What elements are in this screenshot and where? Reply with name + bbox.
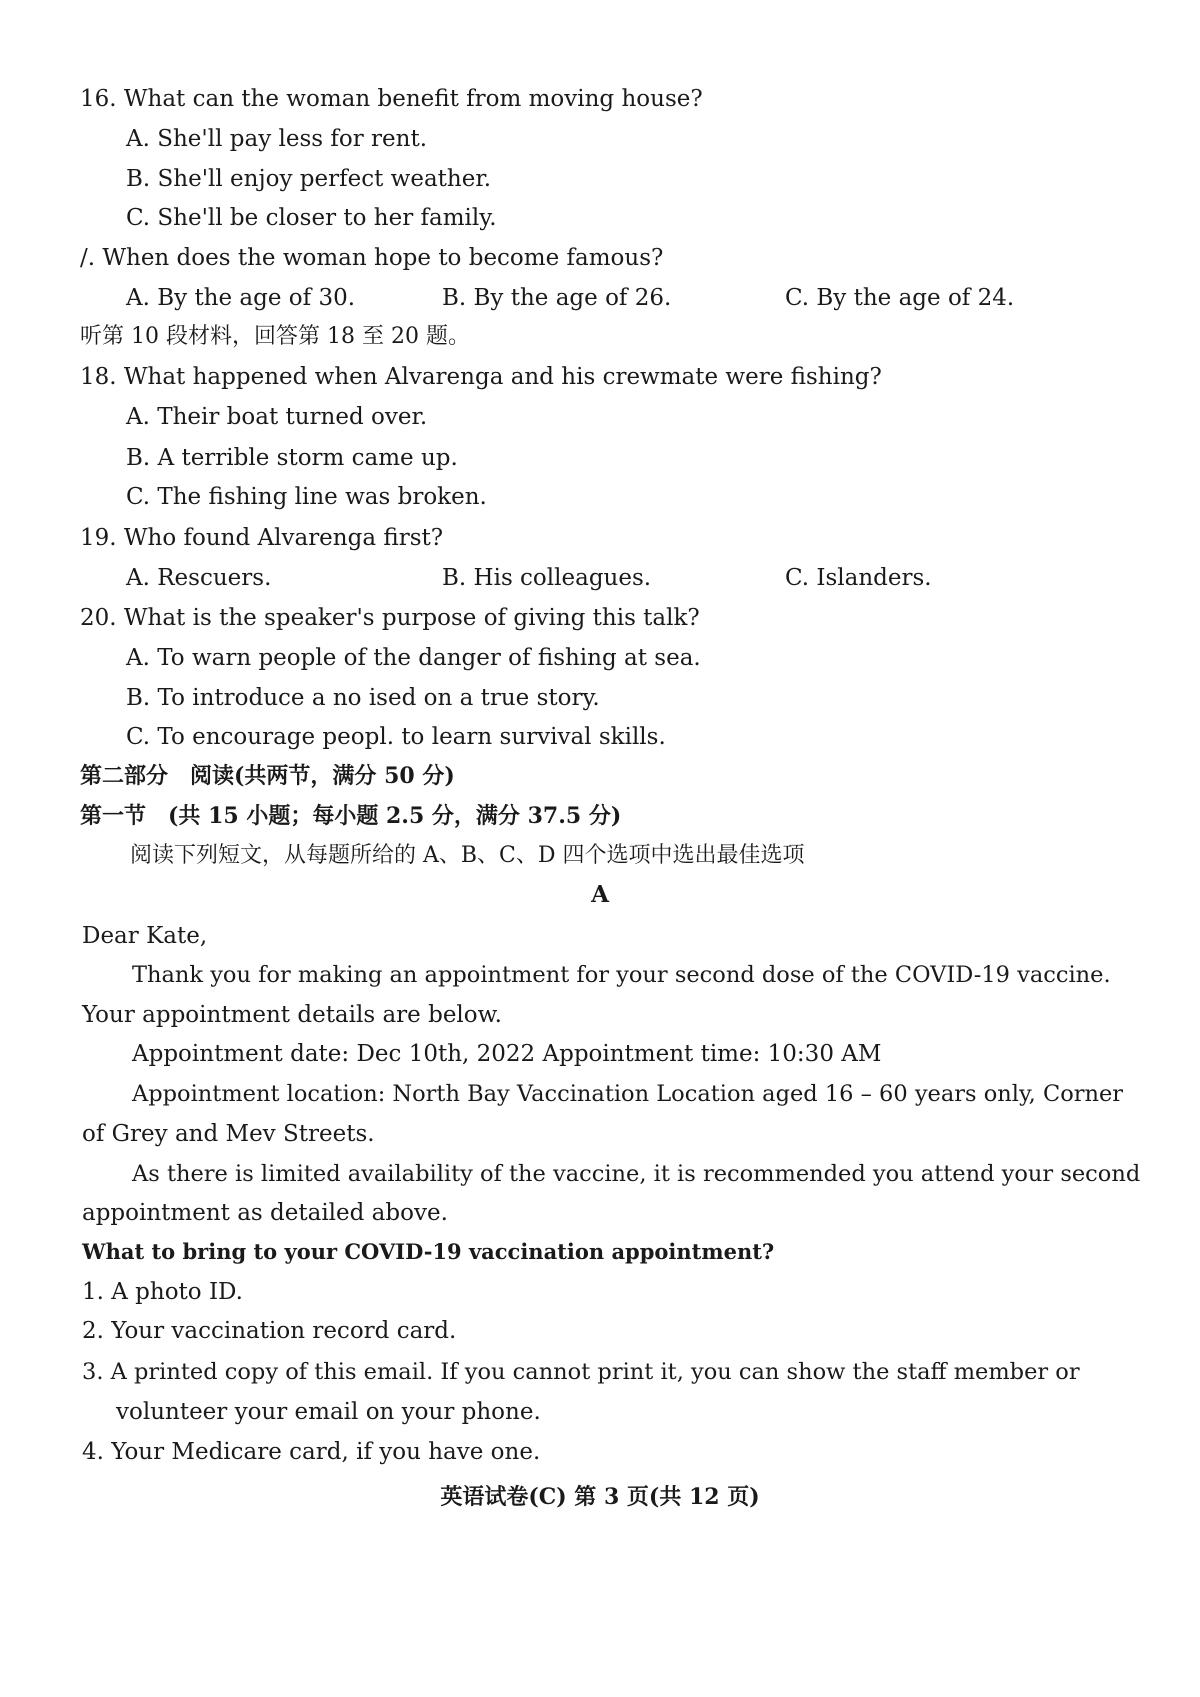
paragraph-2-line-2: appointment as detailed above. — [82, 1200, 448, 1226]
question-17-option-a: A. By the age of 30. — [126, 285, 356, 311]
question-16-option-c: C. She'll be closer to her family. — [126, 205, 497, 231]
question-20-stem: 20. What is the speaker's purpose of giving this talk? — [80, 605, 700, 631]
question-17-stem: /. When does the woman hope to become famous? — [80, 245, 664, 271]
question-18-stem: 18. What happened when Alvarenga and his crewmate were fishing? — [80, 364, 882, 390]
bring-item-3-line-1: 3. A printed copy of this email. If you cannot print it, you can show the staff member or — [82, 1359, 1080, 1385]
question-19-stem: 19. Who found Alvarenga first? — [80, 525, 444, 551]
question-19-option-b: B. His colleagues. — [442, 565, 652, 591]
part-two-title: 第二部分 阅读(共两节，满分 50 分) — [80, 763, 455, 789]
question-17-option-c: C. By the age of 24. — [785, 285, 1015, 311]
bring-item-3-line-2: volunteer your email on your phone. — [116, 1399, 541, 1425]
page-footer: 英语试卷(C) 第 3 页(共 12 页) — [440, 1484, 760, 1510]
bring-item-1: 1. A photo ID. — [82, 1279, 243, 1305]
paragraph-1-line-1: Thank you for making an appointment for your second dose of the COVID-19 vaccine. — [132, 962, 1111, 988]
passage-label: A — [591, 881, 609, 908]
section-10-instruction: 听第 10 段材料，回答第 18 至 20 题。 — [80, 324, 470, 349]
question-20-option-b: B. To introduce a no ised on a true story. — [126, 685, 600, 711]
appointment-date-time: Appointment date: Dec 10th, 2022 Appointment time: 10:30 AM — [132, 1041, 882, 1067]
reading-instruction: 阅读下列短文，从每题所给的 A、B、C、D 四个选项中选出最佳选项 — [130, 843, 805, 868]
question-19-option-c: C. Islanders. — [785, 565, 932, 591]
question-17-option-b: B. By the age of 26. — [442, 285, 672, 311]
question-20-option-c: C. To encourage peopl. to learn survival skills. — [126, 724, 666, 750]
appointment-location-line-2: of Grey and Mev Streets. — [82, 1121, 375, 1147]
bring-item-2: 2. Your vaccination record card. — [82, 1318, 457, 1344]
paragraph-1-line-2: Your appointment details are below. — [82, 1002, 502, 1028]
question-18-option-b: B. A terrible storm came up. — [126, 445, 458, 471]
question-19-option-a: A. Rescuers. — [126, 565, 272, 591]
appointment-location-line-1: Appointment location: North Bay Vaccination Location aged 16 – 60 years only, Corner — [132, 1081, 1124, 1107]
what-to-bring-heading: What to bring to your COVID-19 vaccination appointment? — [82, 1239, 775, 1264]
letter-greeting: Dear Kate, — [82, 923, 208, 949]
question-18-option-a: A. Their boat turned over. — [126, 404, 428, 430]
question-16-option-b: B. She'll enjoy perfect weather. — [126, 166, 492, 192]
question-16-option-a: A. She'll pay less for rent. — [126, 126, 428, 152]
question-18-option-c: C. The fishing line was broken. — [126, 484, 487, 510]
section-one-title: 第一节 (共 15 小题；每小题 2.5 分，满分 37.5 分) — [80, 803, 622, 829]
bring-item-4: 4. Your Medicare card, if you have one. — [82, 1439, 541, 1465]
question-20-option-a: A. To warn people of the danger of fishing at sea. — [126, 645, 701, 671]
question-16-stem: 16. What can the woman benefit from moving house? — [80, 86, 703, 112]
paragraph-2-line-1: As there is limited availability of the vaccine, it is recommended you attend your second — [132, 1161, 1141, 1187]
